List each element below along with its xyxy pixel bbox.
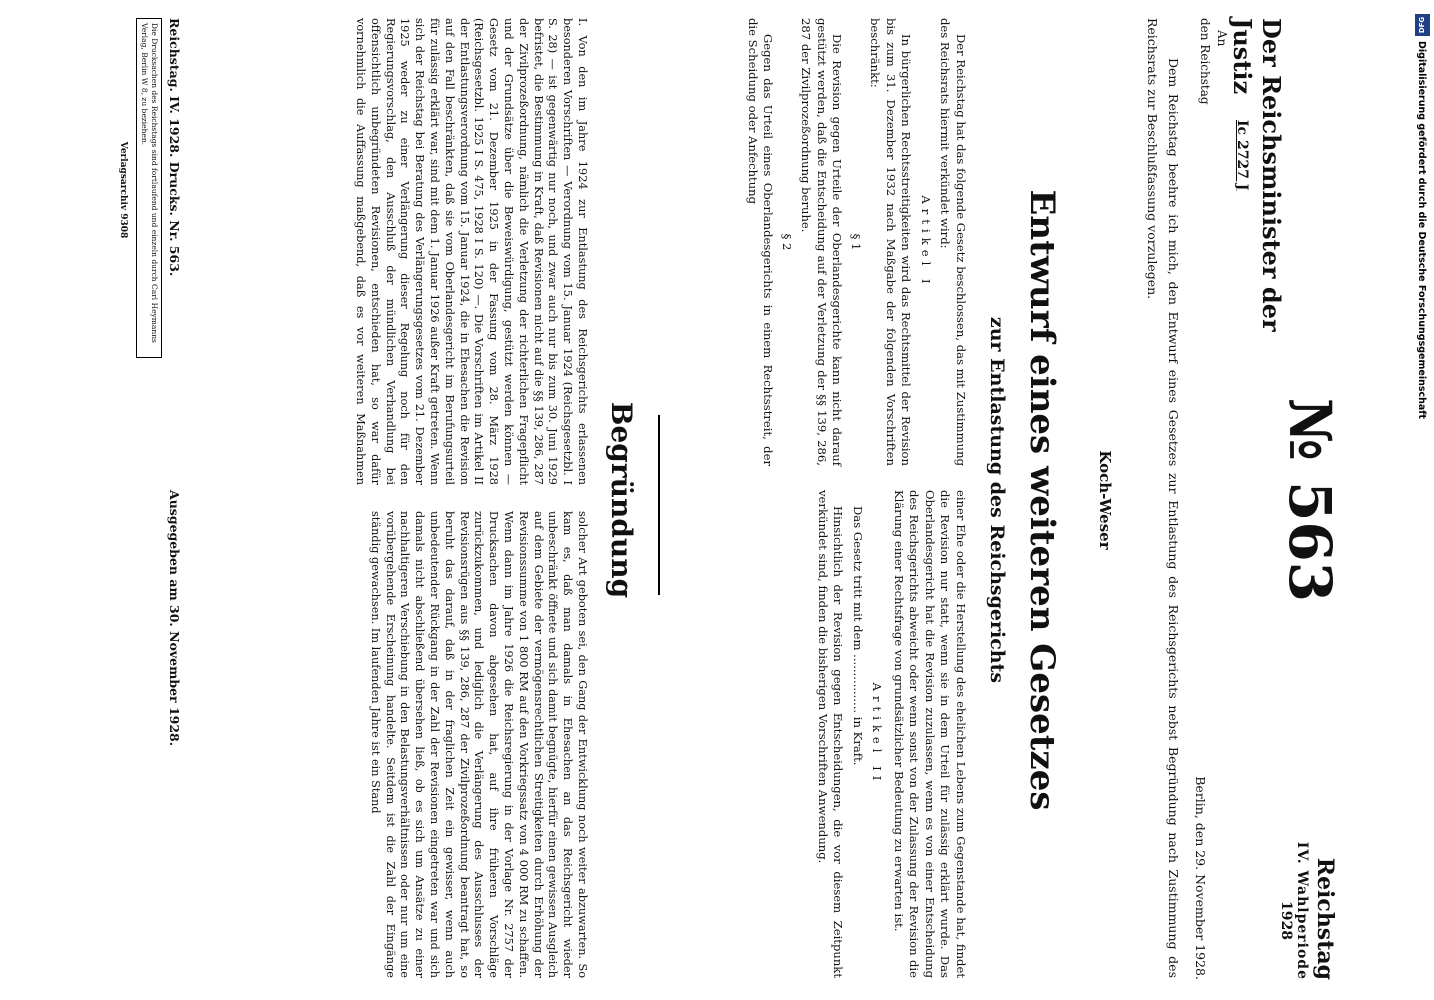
begruendung-text: I. Von den im Jahre 1924 zur Entlastung des Reichsgerichts erlassenen besonderen Vorschriften — Verordnung vom 15. Januar 1924 (Reichsgesetzbl. I S. 28) — ist gegenwärtig nur noch, und zwar auch nur bis zum 30. Juni 1929 befristet, die Bestimmung in Kraft, daß Revisionen nicht auf die §§ 139, 286, 287 der Zivilprozeßordnung, nämlich die Verletzung der richterlichen Fragepflicht und der Grundsätze über die Beweiswürdigung, gestützt werden können — Gesetz vom 21. Dezember 1925 in der Fassung vom 28. März 1928 (Reichsgesetzbl. 1925 I S. 475, 1928 I S. 120) —. Die Vorschriften im Artikel II der Entlastungsverordnung vom 15. Januar 1924, die in Ehesachen die Revision auf den Fall beschränkten, daß sie vom Oberlandesgericht im Berufungsurteil für zulässig erklärt war, sind mit dem 1. Januar 1926 außer Kraft getreten. Wenn sich der Reichstag bei Beratung des Verlängerungsgesetzes vom 21. Dezember 1925 weder zu einer Verlängerung dieser Regelung noch für den Regierungsvorschlag, den Ausschluß der mündlichen Verhandlung bei offensichtlich unbegründeten Revisionen, entschieden hat, so war dafür vornehmlich die Auffassung maßgebend, daß es vor weiteren Maßnahmen solcher Art geboten sei, den Gang der Entwicklung noch weiter abzuwarten. So kam es, daß man damals in Ehesachen an das Reichsgericht wieder unbeschränkt öffnete und sich damit begnügte, hierfür einen gewissen Ausgleich auf dem Gebiete der vermögensrechtlichen Streitigkeiten durch Erhöhung der Revisionssumme von 1 800 RM auf den Vorkriegssatz von 4 000 RM zu schaffen. Wenn dann im Jahre 1926 die Reichsregierung in der Vorlage Nr. 2757 der Drucksachen davon abgesehen hat, auf ihre früheren Vorschläge zurückzukommen, und lediglich die Verlängerung des Ausschlusses der Revisionsrügen aus §§ 139, 286, 287 der Zivilprozeßordnung beantragt hat, so beruht das darauf, daß in der fraglichen Zeit ein gewisser, wenn auch unbedeutender Rückgang in der Zahl der Revisionen eingetreten war und sich damals nicht abschließend übersehen ließ, ob es sich um Ansätze zu einer nachhaltigeren Verschiebung in den Belastungsverhältnissen oder nur um eine vorübergehende Erscheinung handelte. Seitdem ist die Zahl der Eingänge ständig gewachsen. Im laufenden Jahre ist ein Stand <box>354 18 589 978</box>
footer-small-print: Die Drucksachen des Reichstags sind fortlaufend und einzeln durch Carl Heymanns Verlag, Berlin W 8, zu beziehen. <box>136 18 162 358</box>
digitization-credit <box>1412 8 1434 992</box>
separator-rule <box>659 415 661 595</box>
article-2-text-1: Das Gesetz tritt mit dem ................ in Kraft. <box>851 506 865 766</box>
footer-left: Reichstag. IV. 1928. Drucks. Nr. 563. <box>167 18 182 277</box>
article-2-heading: Artikel II <box>870 682 885 786</box>
address-line-1: An <box>1215 30 1229 47</box>
draft-intro: Der Reichstag hat das folgende Gesetz beschlossen, das mit Zustimmung des Reichsrats hiermit verkündet wird: <box>938 18 968 466</box>
paragraph-2-text: Gegen das Urteil eines Oberlandesgerichts in einem Rechtsstreit, der die Scheidung oder Anfechtung <box>746 18 776 466</box>
draft-left-column <box>741 18 969 466</box>
article-1-text: In bürgerlichen Rechtsstreitigkeiten wird das Rechtsmittel der Revision bis zum 31. Dezember 1932 nach Maßgabe der folgenden Vorschriften beschränkt: <box>868 18 914 466</box>
paragraph-1-heading: § 1 <box>849 233 863 251</box>
reference-number: Ic 2727 J <box>1234 120 1250 191</box>
year-label: 1928 <box>1278 901 1294 940</box>
cover-text: Dem Reichstag beehre ich mich, den Entwurf eines Gesetzes zur Entlastung des Reichsgerichts nebst Begründung nach Zustimmung des Reichsrats zur Beschlußfassung vorzulegen. <box>1145 18 1181 978</box>
date-line: Berlin, den 29. November 1928. <box>1193 776 1208 980</box>
draft-title: Entwurf eines weiteren Gesetzes <box>1022 189 1062 811</box>
signature: Koch-Weser <box>1096 450 1114 550</box>
paragraph-2-continuation: einer Ehe oder die Herstellung des ehelichen Lebens zum Gegenstande hat, findet die Revision nur statt, wenn sie in dem Urteil für zulässig erklärt wurde. Das Oberlandesgericht hat die Revision zuzulassen, wenn es von einer Entscheidung des Reichsgerichts abweicht oder wenn sonst von der Zulassung der Revision die Klärung einer Rechtsfrage von grundsätzlicher Bedeutung zu erwarten ist. <box>892 490 968 978</box>
reichstag-header <box>1278 810 1338 980</box>
digitization-credit-text: Digitalisierung gefördert durch die Deutsche Forschungsgemeinschaft <box>1416 41 1427 419</box>
article-2-text-2: Hinsichtlich der Revision gegen Entscheidungen, die vor diesem Zeitpunkt verkündet sind, finden die bisherigen Vorschriften Anwendung. <box>816 490 846 978</box>
draft-right-column <box>811 490 969 978</box>
footer-archive: Verlagsarchiv 9308 <box>118 141 128 239</box>
reichstag-label: Reichstag <box>1312 857 1338 980</box>
paragraph-2-heading: § 2 <box>780 233 794 251</box>
address-line-2: den Reichstag <box>1198 18 1212 105</box>
document-number: № 563 <box>1276 397 1344 603</box>
wahlperiode-label: IV. Wahlperiode <box>1294 841 1310 980</box>
draft-subtitle: zur Entlastung des Reichsgerichts <box>986 316 1008 684</box>
ministry-title: Der Reichsminister der Justiz <box>1228 18 1286 332</box>
begruendung-heading: Begründung <box>605 401 638 599</box>
article-1-heading: Artikel I <box>919 195 933 289</box>
dfg-logo: DFG <box>1415 14 1430 36</box>
footer-right: Ausgegeben am 30. November 1928. <box>167 490 182 747</box>
paragraph-1-text: Die Revision gegen Urteile der Oberlandesgerichte kann nicht darauf gestützt werden, daß die Entscheidung auf der Verletzung der §§ 139, 286, 287 der Zivilprozeßordnung beruhe. <box>799 18 845 466</box>
